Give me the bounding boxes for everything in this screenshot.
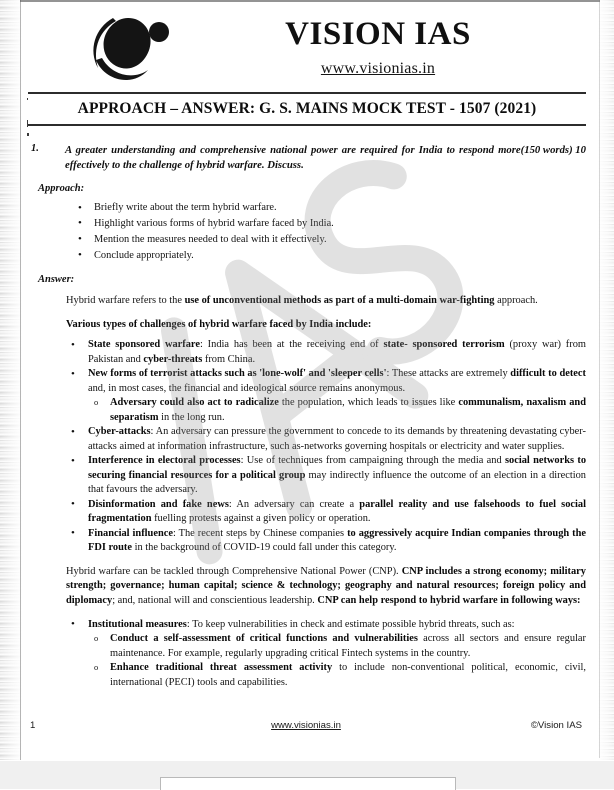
approach-list [28,201,586,263]
item-text-1: : Use of techniques from campaigning through the media and [240,455,505,467]
cnp-text-1: Hybrid warfare can be tackled through Comprehensive National Power (CNP). [66,565,402,577]
item-text-3: from China. [202,353,256,365]
list-item: • Highlight various forms of hybrid warfare faced by India. [94,217,586,231]
question-statement: A greater understanding and comprehensive national power are required for India to respond more effectively to the challenge of hybrid warfare. Discuss. [65,144,521,171]
item-text-1: : The recent steps by Chinese companies [172,527,348,539]
item-text-1: : These attacks are extremely [386,368,511,380]
footer-copyright: ©Vision IAS [530,720,582,731]
brand-url: www.visionias.in [320,60,436,77]
item-text-1: : An adversary can pressure the government to concede to its demands by threatening devastating cyber-attacks aimed at information infrastructure, such as-networks governing hospitals or electricity and water supplies. [88,426,586,452]
masthead [28,8,586,92]
footer-page-number: 1 [30,720,36,731]
item-bold-2: state- sponsored terrorism [383,339,505,351]
item-text-2: and, in most cases, the financial and ideological source remains anonymous. [88,382,406,394]
item-lead: State sponsored warfare [88,339,200,351]
item-lead: New forms of terrorist attacks such as 'lone-wolf' and 'sleeper cells' [88,368,387,380]
challenges-heading [66,318,586,333]
item-bold-2: to aggressively acquire Indian companies through the FDI route [88,527,586,554]
item-text-1: : India has been at the receiving end of [199,339,384,351]
sub-item-lead: Enhance traditional threat assessment activity [110,662,333,674]
scan-top-edge [20,0,600,2]
sub-item-text-1: to include non-conventional political, economic, civil, international (PECI) tools and capabilities. [110,662,586,688]
intro-bold-1: use of unconventional methods as part of a multi-domain war-fighting [184,295,495,307]
page-content [28,8,586,748]
sub-item-lead: Adversary could also act to radicalize [110,397,279,409]
question-text [65,143,586,172]
item-text-1: : To keep vulnerabilities in check and estimate possible hybrid threats, such as: [186,618,515,630]
sub-list [88,632,586,690]
sub-item-text-1: across all sectors and ensure regular maintenance. For example, regularly upgrading critical Fintech systems in the country. [110,633,586,659]
sub-item-text-1: the population, which leads to issues like [278,397,459,409]
list-item [88,498,586,527]
question-number: 1. [31,143,39,154]
item-text-2: (proxy war) from Pakistan and [88,339,587,365]
list-item: • Mention the measures needed to deal with it effectively. [94,233,586,247]
brand-block [178,8,578,78]
cnp-bold-1: CNP includes a strong economy; military strength; governance; human capital; science & technology; geography and natural resources; foreign policy and diplomacy [66,565,586,606]
item-text-2: fuelling protests against a given policy or operation. [151,513,371,525]
list-item [88,527,586,556]
list-item: • Conclude appropriately. [94,249,586,263]
header-rule-bottom [28,124,586,126]
item-lead: Disinformation and fake news [88,498,229,510]
item-text-1: : An adversary can create a [228,498,360,510]
item-bold-2: parallel reality and use falsehoods to fuel social fragmentation [88,498,586,525]
answer-intro-paragraph [66,294,586,309]
challenges-heading-text: Various types of challenges of hybrid warfare faced by India include: [66,318,372,330]
sub-item-text-2: in the long run. [158,411,225,423]
footer-url: www.visionias.in [271,720,341,731]
vision-ias-logo-icon [86,12,174,86]
sub-list-item [110,661,586,690]
page-footer [28,720,586,731]
scan-artifact-right [598,0,614,760]
cnp-text-2: ; and, national will and conscientious leadership. [112,595,318,606]
sub-item-lead: Conduct a self-assessment of critical functions and vulnerabilities [110,633,418,645]
question-block [28,143,586,172]
scan-edge-right-line [599,0,600,758]
item-lead: Cyber-attacks [88,426,151,438]
intro-text-1: Hybrid warfare refers to the [66,295,185,307]
list-item: • Briefly write about the term hybrid warfare. [94,201,586,215]
item-text-2: in the background of COVID-19 could fall under this category. [131,542,397,554]
list-item [88,618,586,691]
sub-list-item [110,632,586,661]
brand-title: VISION IAS [285,16,471,52]
answer-label: Answer: [38,274,75,286]
cnp-paragraph [66,565,586,609]
approach-label: Approach: [38,183,85,194]
intro-text-2: approach. [494,295,538,307]
list-item [88,367,586,425]
item-lead: Financial influence [88,527,173,539]
item-bold-2: difficult to detect [510,368,586,380]
scan-artifact-left [0,0,22,760]
sub-item-bold-2: communalism, naxalism and separatism [110,397,586,423]
item-bold-2: social networks to securing financial resources for a political group [88,455,587,481]
item-text-2: may indirectly influence the outcome of an election in a direction that favours the adversary. [88,469,586,496]
item-bold-3: cyber-threats [143,353,203,365]
question-marks: (150 words) 10 [520,144,586,156]
item-lead: Interference in electoral processes [88,455,241,467]
measures-list [28,618,586,691]
next-page-edge [160,777,456,790]
challenges-list [28,338,586,556]
scan-edge-left-line [20,0,21,760]
list-item [88,454,586,498]
list-item [88,338,586,367]
item-lead: Institutional measures [88,618,187,630]
document-title: APPROACH – ANSWER: G. S. MAINS MOCK TEST - 1507 (2021) [77,100,537,117]
cnp-bold-2: CNP can help respond to hybrid warfare in following ways: [317,595,581,606]
list-item [88,425,586,454]
sub-list [88,396,586,425]
sub-list-item [110,396,586,425]
